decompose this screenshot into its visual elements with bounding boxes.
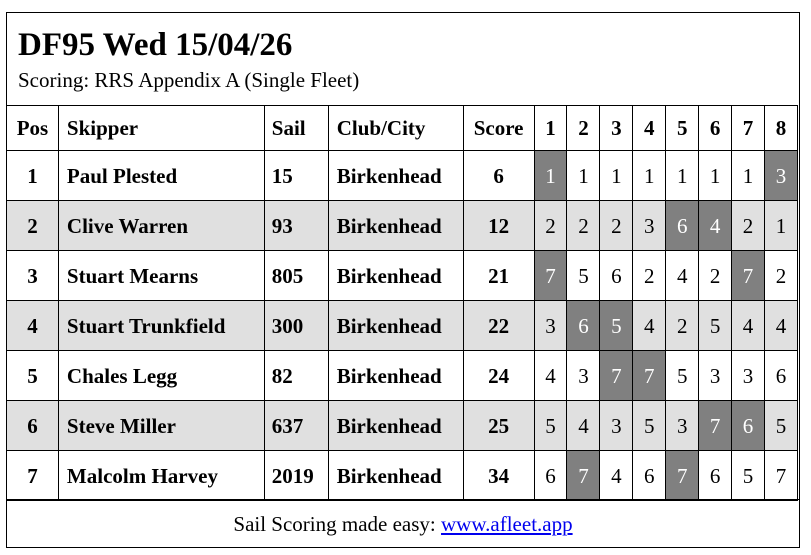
column-header-race-2: 2 xyxy=(567,106,600,151)
pos-cell: 5 xyxy=(7,351,59,401)
race-result-cell: 1 xyxy=(666,151,699,201)
race-result-cell: 4 xyxy=(633,301,666,351)
sail-cell: 637 xyxy=(264,401,328,451)
score-cell: 12 xyxy=(463,201,534,251)
race-result-cell: 7 xyxy=(600,351,633,401)
race-result-cell: 6 xyxy=(765,351,798,401)
race-result-cell: 3 xyxy=(600,401,633,451)
pos-cell: 1 xyxy=(7,151,59,201)
race-result-cell: 7 xyxy=(633,351,666,401)
pos-cell: 7 xyxy=(7,451,59,501)
skipper-cell: Chales Legg xyxy=(58,351,264,401)
race-result-cell: 1 xyxy=(567,151,600,201)
race-result-cell: 2 xyxy=(534,201,567,251)
race-result-cell: 7 xyxy=(666,451,699,501)
page-title: DF95 Wed 15/04/26 xyxy=(18,27,293,63)
pos-cell: 4 xyxy=(7,301,59,351)
race-result-cell: 2 xyxy=(600,201,633,251)
footer xyxy=(7,499,799,547)
club-cell: Birkenhead xyxy=(328,401,463,451)
column-header-race-3: 3 xyxy=(600,106,633,151)
race-result-cell: 5 xyxy=(534,401,567,451)
afleet-link[interactable]: www.afleet.app xyxy=(441,512,573,536)
race-result-cell: 4 xyxy=(765,301,798,351)
race-result-cell: 5 xyxy=(633,401,666,451)
race-result-cell: 1 xyxy=(600,151,633,201)
club-cell: Birkenhead xyxy=(328,301,463,351)
skipper-cell: Malcolm Harvey xyxy=(58,451,264,501)
race-result-cell: 7 xyxy=(699,401,732,451)
race-result-cell: 7 xyxy=(765,451,798,501)
race-result-cell: 3 xyxy=(699,351,732,401)
skipper-cell: Stuart Mearns xyxy=(58,251,264,301)
race-result-cell: 2 xyxy=(633,251,666,301)
pos-cell: 6 xyxy=(7,401,59,451)
column-header-pos: Pos xyxy=(7,106,59,151)
race-result-cell: 3 xyxy=(534,301,567,351)
column-header-race-4: 4 xyxy=(633,106,666,151)
column-header-score: Score xyxy=(463,106,534,151)
club-cell: Birkenhead xyxy=(328,351,463,401)
sail-cell: 93 xyxy=(264,201,328,251)
skipper-cell: Clive Warren xyxy=(58,201,264,251)
race-result-cell: 6 xyxy=(600,251,633,301)
table-row xyxy=(7,401,798,451)
sail-cell: 15 xyxy=(264,151,328,201)
race-result-cell: 2 xyxy=(699,251,732,301)
column-header-race-6: 6 xyxy=(699,106,732,151)
results-body xyxy=(7,151,798,501)
table-row xyxy=(7,251,798,301)
score-cell: 22 xyxy=(463,301,534,351)
results-header xyxy=(7,13,799,105)
table-row xyxy=(7,351,798,401)
race-result-cell: 2 xyxy=(732,201,765,251)
race-result-cell: 5 xyxy=(666,351,699,401)
pos-cell: 2 xyxy=(7,201,59,251)
table-row xyxy=(7,451,798,501)
results-panel xyxy=(6,12,800,548)
race-result-cell: 1 xyxy=(633,151,666,201)
race-result-cell: 3 xyxy=(765,151,798,201)
race-result-cell: 4 xyxy=(699,201,732,251)
score-cell: 21 xyxy=(463,251,534,301)
race-result-cell: 3 xyxy=(567,351,600,401)
club-cell: Birkenhead xyxy=(328,151,463,201)
race-result-cell: 7 xyxy=(567,451,600,501)
table-row xyxy=(7,151,798,201)
skipper-cell: Stuart Trunkfield xyxy=(58,301,264,351)
pos-cell: 3 xyxy=(7,251,59,301)
club-cell: Birkenhead xyxy=(328,451,463,501)
score-cell: 24 xyxy=(463,351,534,401)
race-result-cell: 5 xyxy=(600,301,633,351)
skipper-cell: Paul Plested xyxy=(58,151,264,201)
race-result-cell: 4 xyxy=(567,401,600,451)
score-cell: 34 xyxy=(463,451,534,501)
column-header-race-1: 1 xyxy=(534,106,567,151)
race-result-cell: 2 xyxy=(567,201,600,251)
race-result-cell: 5 xyxy=(732,451,765,501)
sail-cell: 300 xyxy=(264,301,328,351)
race-result-cell: 6 xyxy=(633,451,666,501)
skipper-cell: Steve Miller xyxy=(58,401,264,451)
race-result-cell: 6 xyxy=(666,201,699,251)
column-header-sail: Sail xyxy=(264,106,328,151)
column-header-race-5: 5 xyxy=(666,106,699,151)
column-header-club: Club/City xyxy=(328,106,463,151)
race-result-cell: 1 xyxy=(732,151,765,201)
race-result-cell: 7 xyxy=(732,251,765,301)
club-cell: Birkenhead xyxy=(328,201,463,251)
race-result-cell: 7 xyxy=(534,251,567,301)
race-result-cell: 2 xyxy=(666,301,699,351)
table-row xyxy=(7,301,798,351)
race-result-cell: 4 xyxy=(534,351,567,401)
race-result-cell: 3 xyxy=(732,351,765,401)
race-result-cell: 4 xyxy=(600,451,633,501)
club-cell: Birkenhead xyxy=(328,251,463,301)
score-cell: 6 xyxy=(463,151,534,201)
race-result-cell: 3 xyxy=(666,401,699,451)
race-result-cell: 5 xyxy=(699,301,732,351)
table-header-row xyxy=(7,106,798,151)
race-result-cell: 1 xyxy=(699,151,732,201)
race-result-cell: 3 xyxy=(633,201,666,251)
column-header-race-7: 7 xyxy=(732,106,765,151)
score-cell: 25 xyxy=(463,401,534,451)
race-result-cell: 5 xyxy=(765,401,798,451)
sail-cell: 82 xyxy=(264,351,328,401)
race-result-cell: 6 xyxy=(699,451,732,501)
sail-cell: 805 xyxy=(264,251,328,301)
column-header-race-8: 8 xyxy=(765,106,798,151)
race-result-cell: 4 xyxy=(666,251,699,301)
results-table xyxy=(6,105,798,501)
race-result-cell: 6 xyxy=(534,451,567,501)
scoring-subtitle: Scoring: RRS Appendix A (Single Fleet) xyxy=(18,68,360,92)
race-result-cell: 6 xyxy=(567,301,600,351)
race-result-cell: 1 xyxy=(765,201,798,251)
race-result-cell: 6 xyxy=(732,401,765,451)
footer-text: Sail Scoring made easy: xyxy=(233,512,442,536)
race-result-cell: 5 xyxy=(567,251,600,301)
race-result-cell: 1 xyxy=(534,151,567,201)
race-result-cell: 2 xyxy=(765,251,798,301)
sail-cell: 2019 xyxy=(264,451,328,501)
column-header-skipper: Skipper xyxy=(58,106,264,151)
race-result-cell: 4 xyxy=(732,301,765,351)
table-row xyxy=(7,201,798,251)
